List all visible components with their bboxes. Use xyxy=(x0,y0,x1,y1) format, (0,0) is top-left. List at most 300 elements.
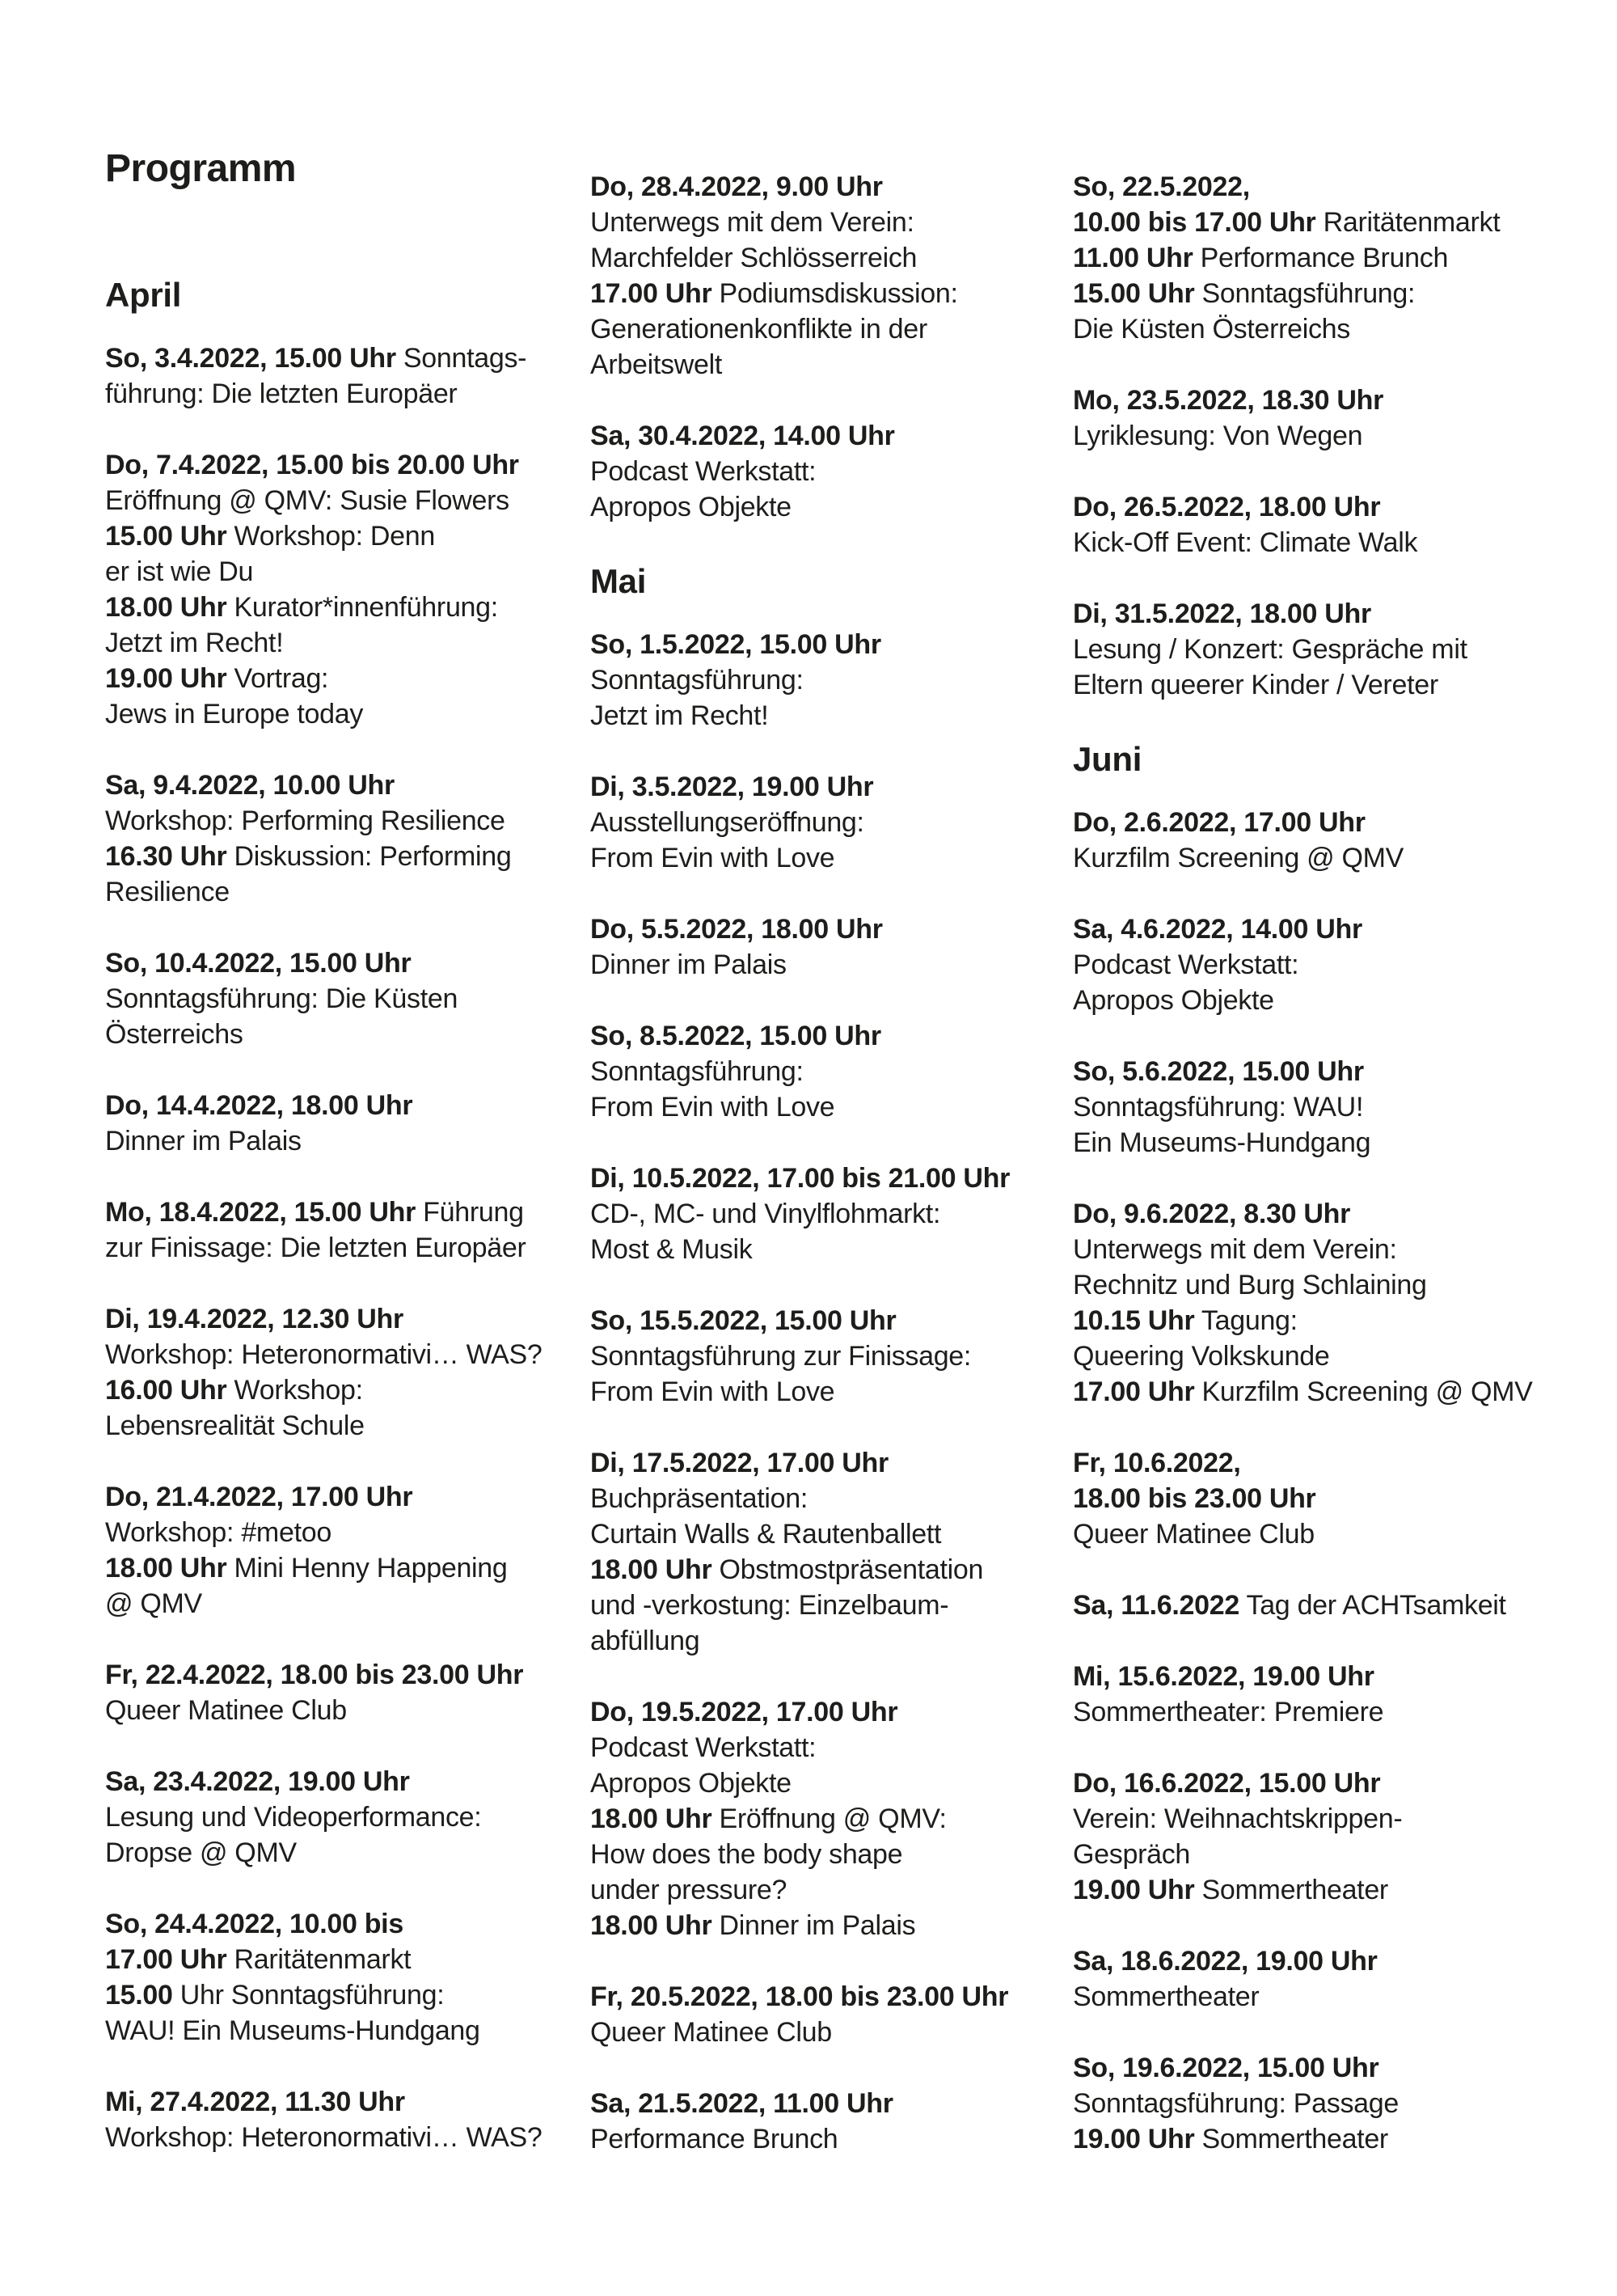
event-text: Gespräch xyxy=(1073,1839,1191,1870)
event-datetime: Do, 26.5.2022, 18.00 Uhr xyxy=(1073,492,1381,522)
event-line xyxy=(105,1835,606,1871)
event-datetime: 15.00 Uhr xyxy=(1073,278,1195,309)
event-text: Die Küsten Österreichs xyxy=(1073,314,1350,345)
event-line xyxy=(105,1017,606,1052)
event-text: Workshop: Performing Resilience xyxy=(105,806,505,836)
event-entry xyxy=(1073,1196,1574,1410)
event-text: und -verkostung: Einzelbaum- xyxy=(590,1590,949,1621)
event-line xyxy=(105,1515,606,1550)
event-line xyxy=(590,240,1091,276)
event-text: Apropos Objekte xyxy=(590,1768,792,1799)
event-text: Verein: Weihnachtskrippen- xyxy=(1073,1803,1403,1834)
event-datetime: Di, 10.5.2022, 17.00 bis 21.00 Uhr xyxy=(590,1163,1011,1194)
event-line xyxy=(105,447,606,483)
event-line xyxy=(1073,596,1574,632)
event-line xyxy=(1073,667,1574,703)
event-datetime: Do, 5.5.2022, 18.00 Uhr xyxy=(590,914,883,945)
event-text: Sonntagsführung: Die Küsten xyxy=(105,983,458,1014)
event-line xyxy=(590,1161,1091,1196)
event-line xyxy=(590,1801,1091,1837)
event-datetime: Do, 19.5.2022, 17.00 Uhr xyxy=(590,1697,898,1727)
event-line xyxy=(105,376,606,412)
event-line xyxy=(1073,1338,1574,1374)
event-datetime: 19.00 Uhr xyxy=(105,663,227,694)
month-header-juni: Juni xyxy=(1073,740,1142,778)
event-text: Ein Museums-Hundgang xyxy=(1073,1127,1371,1158)
event-entry xyxy=(590,911,1091,983)
event-line xyxy=(105,518,606,554)
column-april xyxy=(105,145,606,2191)
event-text: WAU! Ein Museums-Hundgang xyxy=(105,2015,480,2046)
event-line xyxy=(590,1196,1091,1232)
event-text: Mini Henny Happening xyxy=(226,1553,508,1584)
event-line xyxy=(590,1730,1091,1765)
event-datetime: 15.00 Uhr xyxy=(105,521,227,552)
event-text: Workshop: xyxy=(226,1375,363,1406)
event-line xyxy=(105,1799,606,1835)
event-text: Lebensrealität Schule xyxy=(105,1410,365,1441)
event-text: Obstmostpräsentation xyxy=(711,1554,984,1585)
event-line xyxy=(105,483,606,518)
event-entry xyxy=(105,1088,606,1159)
event-text: Raritätenmarkt xyxy=(1315,207,1501,238)
event-datetime: Do, 9.6.2022, 8.30 Uhr xyxy=(1073,1199,1351,1229)
event-datetime: Sa, 21.5.2022, 11.00 Uhr xyxy=(590,2088,893,2119)
event-line xyxy=(590,1303,1091,1338)
event-line xyxy=(105,1479,606,1515)
event-entry xyxy=(1073,383,1574,454)
event-line xyxy=(590,418,1091,454)
event-datetime: Mi, 27.4.2022, 11.30 Uhr xyxy=(105,2087,405,2117)
event-line xyxy=(1073,1374,1574,1410)
event-text: Podcast Werkstatt: xyxy=(1073,949,1299,980)
event-text: Kurator*innenführung: xyxy=(226,592,498,623)
event-line xyxy=(590,627,1091,662)
event-text: Sonntagsführung: xyxy=(1194,278,1416,309)
event-line xyxy=(1073,311,1574,347)
event-line xyxy=(590,347,1091,383)
event-line xyxy=(590,947,1091,983)
month-header-mai: Mai xyxy=(590,562,647,600)
event-text: Apropos Objekte xyxy=(590,492,792,522)
event-entry xyxy=(105,767,606,910)
event-line xyxy=(590,1338,1091,1374)
event-datetime: Di, 17.5.2022, 17.00 Uhr xyxy=(590,1448,889,1478)
event-datetime: Fr, 20.5.2022, 18.00 bis 23.00 Uhr xyxy=(590,1981,1009,2012)
event-text: Eltern queerer Kinder / Vereter xyxy=(1073,670,1438,700)
event-datetime: 18.00 Uhr xyxy=(590,1910,712,1941)
event-entry xyxy=(590,169,1091,383)
event-line xyxy=(105,2084,606,2120)
event-text: Workshop: Heteronormativi… WAS? xyxy=(105,2122,543,2153)
event-line xyxy=(105,2013,606,2049)
column-juni-blocks xyxy=(1073,169,1574,2157)
event-line xyxy=(1073,1765,1574,1801)
event-datetime: So, 22.5.2022, xyxy=(1073,171,1250,202)
event-line xyxy=(105,1693,606,1728)
event-text: Ausstellungseröffnung: xyxy=(590,807,864,838)
event-datetime: 18.00 bis 23.00 Uhr xyxy=(1073,1483,1316,1514)
event-text: Workshop: #metoo xyxy=(105,1517,331,1548)
event-entry xyxy=(105,2084,606,2155)
event-text: Generationenkonflikte in der xyxy=(590,314,927,345)
event-text: Kick-Off Event: Climate Walk xyxy=(1073,527,1418,558)
event-text: Lyriklesung: Von Wegen xyxy=(1073,421,1363,451)
event-line xyxy=(590,205,1091,240)
column-april-blocks xyxy=(105,274,606,2155)
event-line xyxy=(590,311,1091,347)
event-datetime: 19.00 Uhr xyxy=(1073,1875,1195,1905)
event-datetime: Mo, 23.5.2022, 18.30 Uhr xyxy=(1073,385,1384,416)
event-line xyxy=(590,276,1091,311)
event-text: Lesung / Konzert: Gespräche mit xyxy=(1073,634,1467,665)
event-line xyxy=(590,1054,1091,1089)
event-text: Apropos Objekte xyxy=(1073,985,1274,1016)
event-text: From Evin with Love xyxy=(590,843,835,873)
event-line xyxy=(1073,1481,1574,1516)
event-text: Unterwegs mit dem Verein: xyxy=(590,207,914,238)
event-datetime: 10.00 bis 17.00 Uhr xyxy=(1073,207,1316,238)
event-datetime: 18.00 Uhr xyxy=(105,592,227,623)
event-entry xyxy=(1073,911,1574,1018)
event-line xyxy=(105,981,606,1017)
event-line xyxy=(590,1588,1091,1623)
event-line xyxy=(1073,2050,1574,2086)
event-line xyxy=(590,840,1091,876)
column-juni xyxy=(1073,169,1574,2192)
event-datetime: 16.30 Uhr xyxy=(105,841,227,872)
event-entry xyxy=(590,1303,1091,1410)
event-datetime: Sa, 11.6.2022 xyxy=(1073,1590,1239,1621)
month-header-april: April xyxy=(105,276,182,314)
event-entry xyxy=(1073,1054,1574,1161)
event-line xyxy=(1073,840,1574,876)
event-line xyxy=(1073,1694,1574,1730)
event-line xyxy=(1073,911,1574,947)
event-line xyxy=(105,696,606,732)
event-datetime: Do, 16.6.2022, 15.00 Uhr xyxy=(1073,1768,1381,1799)
event-text: Sommertheater xyxy=(1194,2124,1388,2154)
event-datetime: So, 15.5.2022, 15.00 Uhr xyxy=(590,1305,897,1336)
event-datetime: So, 24.4.2022, 10.00 bis xyxy=(105,1909,403,1939)
event-text: Podiumsdiskussion: xyxy=(711,278,958,309)
event-line xyxy=(590,805,1091,840)
event-entry xyxy=(590,627,1091,734)
event-entry xyxy=(1073,596,1574,703)
event-datetime: Do, 7.4.2022, 15.00 bis 20.00 Uhr xyxy=(105,450,519,480)
event-entry xyxy=(590,1445,1091,1659)
event-datetime: Do, 28.4.2022, 9.00 Uhr xyxy=(590,171,883,202)
event-text: Resilience xyxy=(105,877,230,907)
event-line xyxy=(590,1089,1091,1125)
event-datetime: So, 5.6.2022, 15.00 Uhr xyxy=(1073,1056,1364,1087)
event-text: Tag der ACHTsamkeit xyxy=(1239,1590,1506,1621)
event-datetime: 17.00 Uhr xyxy=(1073,1376,1195,1407)
event-line xyxy=(1073,1089,1574,1125)
event-datetime: Mi, 15.6.2022, 19.00 Uhr xyxy=(1073,1661,1374,1692)
event-line xyxy=(590,1481,1091,1516)
event-line xyxy=(1073,632,1574,667)
event-text: Dinner im Palais xyxy=(590,949,787,980)
event-text: Queer Matinee Club xyxy=(1073,1519,1315,1550)
event-line xyxy=(105,1195,606,1230)
event-entry xyxy=(590,1161,1091,1267)
event-line xyxy=(590,454,1091,489)
event-text: Curtain Walls & Rautenballett xyxy=(590,1519,942,1550)
event-line xyxy=(105,1301,606,1337)
event-datetime: Do, 14.4.2022, 18.00 Uhr xyxy=(105,1090,413,1121)
event-line xyxy=(1073,383,1574,418)
event-datetime: So, 8.5.2022, 15.00 Uhr xyxy=(590,1021,881,1051)
event-text: Marchfelder Schlösserreich xyxy=(590,243,918,273)
event-line xyxy=(1073,1232,1574,1267)
event-text: Dinner im Palais xyxy=(711,1910,916,1941)
event-text: Workshop: Heteronormativi… WAS? xyxy=(105,1339,543,1370)
event-line xyxy=(1073,1445,1574,1481)
event-text: Eröffnung @ QMV: xyxy=(711,1803,947,1834)
event-line xyxy=(590,1552,1091,1588)
event-text: Sonntags- xyxy=(395,343,527,374)
event-line xyxy=(590,698,1091,734)
event-text: Eröffnung @ QMV: Susie Flowers xyxy=(105,485,509,516)
event-datetime: Do, 2.6.2022, 17.00 Uhr xyxy=(1073,807,1366,838)
event-line xyxy=(105,1372,606,1408)
event-line xyxy=(1073,2086,1574,2121)
event-text: Sommertheater xyxy=(1194,1875,1388,1905)
event-line xyxy=(590,489,1091,525)
event-datetime: Di, 19.4.2022, 12.30 Uhr xyxy=(105,1304,403,1334)
event-line xyxy=(1073,1872,1574,1908)
event-line xyxy=(1073,1196,1574,1232)
event-text: Tagung: xyxy=(1194,1305,1298,1336)
event-entry xyxy=(1073,1943,1574,2015)
event-entry xyxy=(105,945,606,1052)
event-text: Most & Musik xyxy=(590,1234,753,1265)
event-entry xyxy=(105,1657,606,1728)
event-line xyxy=(105,1586,606,1622)
event-entry xyxy=(105,1906,606,2049)
event-text: Queering Volkskunde xyxy=(1073,1341,1330,1372)
event-text: Kurzfilm Screening @ QMV xyxy=(1194,1376,1533,1407)
event-line xyxy=(105,554,606,590)
event-text: Queer Matinee Club xyxy=(105,1695,347,1726)
event-text: Jews in Europe today xyxy=(105,699,364,729)
event-text: From Evin with Love xyxy=(590,1092,835,1123)
event-line xyxy=(105,1906,606,1942)
event-text: Rechnitz und Burg Schlaining xyxy=(1073,1270,1427,1300)
event-text: Sonntagsführung: WAU! xyxy=(1073,1092,1364,1123)
event-line xyxy=(590,662,1091,698)
event-text: Uhr Sonntagsführung: xyxy=(172,1980,445,2011)
event-datetime: 11.00 Uhr xyxy=(1073,243,1193,273)
event-text: er ist wie Du xyxy=(105,556,254,587)
event-line xyxy=(1073,240,1574,276)
event-entry xyxy=(590,2086,1091,2157)
event-line xyxy=(590,1765,1091,1801)
event-line xyxy=(1073,805,1574,840)
column-mai-blocks xyxy=(590,169,1091,2157)
event-line xyxy=(590,169,1091,205)
event-line xyxy=(1073,1588,1574,1623)
event-line xyxy=(1073,1303,1574,1338)
event-text: Lesung und Videoperformance: xyxy=(105,1802,482,1833)
event-datetime: Do, 21.4.2022, 17.00 Uhr xyxy=(105,1482,413,1512)
event-line xyxy=(590,769,1091,805)
event-datetime: 18.00 Uhr xyxy=(590,1803,712,1834)
event-entry xyxy=(1073,1765,1574,1908)
event-line xyxy=(1073,1125,1574,1161)
event-text: Sonntagsführung: xyxy=(590,1056,804,1087)
event-text: Raritätenmarkt xyxy=(226,1944,412,1975)
event-entry xyxy=(590,1979,1091,2050)
event-text: Führung xyxy=(416,1197,524,1228)
event-text: Sonntagsführung: Passage xyxy=(1073,2088,1399,2119)
event-datetime: Di, 3.5.2022, 19.00 Uhr xyxy=(590,772,874,802)
event-line xyxy=(105,839,606,874)
event-line xyxy=(590,1516,1091,1552)
event-entry xyxy=(1073,1445,1574,1552)
event-line xyxy=(590,1979,1091,2015)
event-line xyxy=(1073,1054,1574,1089)
event-text: Dinner im Palais xyxy=(105,1126,302,1156)
event-line xyxy=(105,340,606,376)
event-text: Queer Matinee Club xyxy=(590,2017,832,2048)
event-text: Sonntagsführung zur Finissage: xyxy=(590,1341,972,1372)
event-line xyxy=(1073,1267,1574,1303)
event-line xyxy=(1073,489,1574,525)
event-text: Arbeitswelt xyxy=(590,349,722,380)
event-text: abfüllung xyxy=(590,1626,700,1656)
event-line xyxy=(105,1337,606,1372)
event-line xyxy=(105,1977,606,2013)
event-entry xyxy=(1073,489,1574,560)
event-line xyxy=(590,1232,1091,1267)
event-datetime: 19.00 Uhr xyxy=(1073,2124,1195,2154)
event-text: Österreichs xyxy=(105,1019,243,1050)
event-datetime: Sa, 18.6.2022, 19.00 Uhr xyxy=(1073,1946,1378,1977)
event-text: führung: Die letzten Europäer xyxy=(105,378,458,409)
event-line xyxy=(105,1088,606,1123)
event-line xyxy=(590,1445,1091,1481)
event-datetime: Sa, 9.4.2022, 10.00 Uhr xyxy=(105,770,395,801)
event-datetime: Sa, 30.4.2022, 14.00 Uhr xyxy=(590,421,895,451)
event-line xyxy=(1073,1516,1574,1552)
event-datetime: 18.00 Uhr xyxy=(590,1554,712,1585)
event-line xyxy=(1073,1979,1574,2015)
event-line xyxy=(590,1623,1091,1659)
event-line xyxy=(590,2086,1091,2121)
event-line xyxy=(105,874,606,910)
event-text: Kurzfilm Screening @ QMV xyxy=(1073,843,1404,873)
event-text: Sommertheater: Premiere xyxy=(1073,1697,1384,1727)
event-datetime: Sa, 23.4.2022, 19.00 Uhr xyxy=(105,1766,410,1797)
event-entry xyxy=(590,1694,1091,1943)
event-entry xyxy=(590,769,1091,876)
event-text: CD-, MC- und Vinylflohmarkt: xyxy=(590,1199,941,1229)
event-line xyxy=(1073,276,1574,311)
event-line xyxy=(590,2015,1091,2050)
event-text: zur Finissage: Die letzten Europäer xyxy=(105,1233,526,1263)
event-entry xyxy=(105,1195,606,1266)
event-line xyxy=(105,1657,606,1693)
event-line xyxy=(590,1374,1091,1410)
page-title: Programm xyxy=(105,147,297,190)
event-line xyxy=(1073,169,1574,205)
event-line xyxy=(1073,525,1574,560)
event-line xyxy=(105,1942,606,1977)
event-line xyxy=(590,1872,1091,1908)
event-text: Sonntagsführung: xyxy=(590,665,804,696)
event-line xyxy=(1073,1801,1574,1837)
event-text: under pressure? xyxy=(590,1875,787,1905)
event-entry xyxy=(105,1764,606,1871)
event-line xyxy=(590,2121,1091,2157)
event-text: Dropse @ QMV xyxy=(105,1837,297,1868)
event-text: Jetzt im Recht! xyxy=(105,628,284,658)
event-line xyxy=(590,1837,1091,1872)
event-line xyxy=(105,590,606,625)
event-text: Workshop: Denn xyxy=(226,521,435,552)
event-datetime: Mo, 18.4.2022, 15.00 Uhr xyxy=(105,1197,416,1228)
event-line xyxy=(1073,418,1574,454)
event-entry xyxy=(1073,805,1574,876)
event-text: Diskussion: Performing xyxy=(226,841,512,872)
event-text: From Evin with Love xyxy=(590,1376,835,1407)
event-line xyxy=(590,1908,1091,1943)
event-datetime: 17.00 Uhr xyxy=(590,278,712,309)
event-text: Podcast Werkstatt: xyxy=(590,456,817,487)
event-text: Buchpräsentation: xyxy=(590,1483,808,1514)
event-line xyxy=(1073,2121,1574,2157)
event-entry xyxy=(590,1018,1091,1125)
event-entry xyxy=(105,340,606,412)
event-line xyxy=(1073,1837,1574,1872)
event-entry xyxy=(1073,1588,1574,1623)
column-mai xyxy=(590,169,1091,2192)
event-text: @ QMV xyxy=(105,1588,202,1619)
event-line xyxy=(590,1018,1091,1054)
event-line xyxy=(105,767,606,803)
event-entry xyxy=(105,447,606,732)
event-datetime: 10.15 Uhr xyxy=(1073,1305,1195,1336)
event-line xyxy=(1073,983,1574,1018)
event-line xyxy=(105,2120,606,2155)
event-datetime: 17.00 Uhr xyxy=(105,1944,227,1975)
event-datetime: So, 1.5.2022, 15.00 Uhr xyxy=(590,629,881,660)
event-text: Vortrag: xyxy=(226,663,329,694)
event-entry xyxy=(1073,1659,1574,1730)
event-line xyxy=(105,1408,606,1444)
event-line xyxy=(1073,1943,1574,1979)
event-entry xyxy=(1073,2050,1574,2157)
event-text: Jetzt im Recht! xyxy=(590,700,769,731)
event-line xyxy=(105,1230,606,1266)
event-line xyxy=(105,945,606,981)
event-line xyxy=(1073,205,1574,240)
event-datetime: Di, 31.5.2022, 18.00 Uhr xyxy=(1073,598,1371,629)
event-text: Podcast Werkstatt: xyxy=(590,1732,817,1763)
event-entry xyxy=(1073,169,1574,347)
event-datetime: Fr, 10.6.2022, xyxy=(1073,1448,1241,1478)
event-text: How does the body shape xyxy=(590,1839,903,1870)
event-line xyxy=(105,661,606,696)
event-datetime: Sa, 4.6.2022, 14.00 Uhr xyxy=(1073,914,1362,945)
event-entry xyxy=(590,418,1091,525)
event-line xyxy=(1073,947,1574,983)
event-line xyxy=(105,625,606,661)
event-datetime: So, 3.4.2022, 15.00 Uhr xyxy=(105,343,396,374)
event-line xyxy=(105,803,606,839)
